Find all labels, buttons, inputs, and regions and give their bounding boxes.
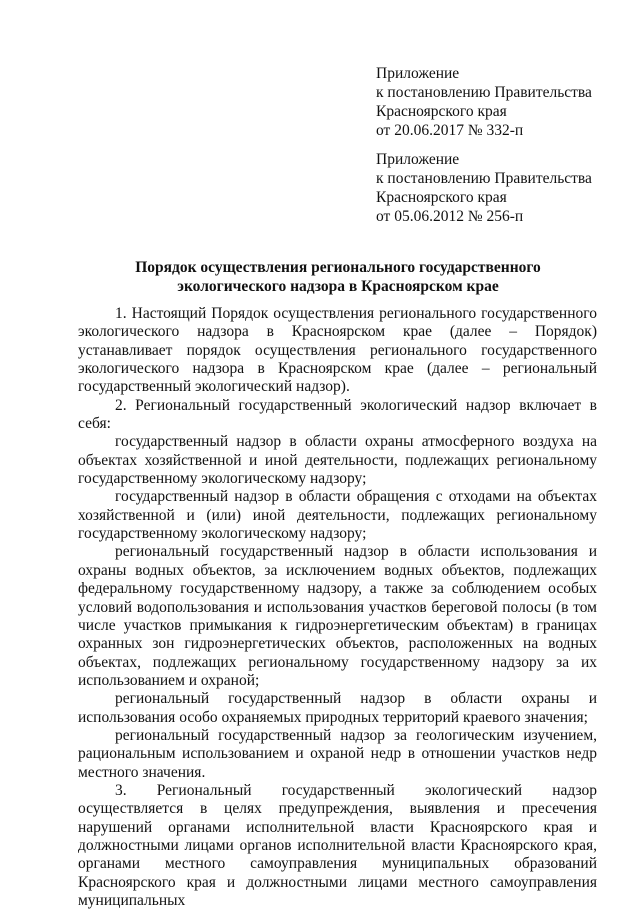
list-item-air: государственный надзор в области охраны атмосферного воздуха на объектах хозяйственной и иной деятельности, подлежащих региональному государственному экологическому надзору; [78,433,597,488]
appendix-date-number: от 05.06.2012 № 256-п [376,208,524,225]
appendix-resolution-line: к постановлению Правительства [376,84,592,101]
paragraph-1: 1. Настоящий Порядок осуществления регионального государственного экологического надзора в Красноярском крае (далее – Порядок) устанавливает порядок осуществления регионального государственного экологического надзора в Красноярском крае (далее – региональный государственный экологический надзор). [78,305,597,396]
appendix-resolution-line: к постановлению Правительства [376,170,592,187]
list-item-waste: государственный надзор в области обращения с отходами на объектах хозяйственной и (или) иной деятельности, подлежащих региональному государственному экологическому надзору; [78,488,597,543]
document-title-line: Порядок осуществления регионального государственного [135,259,541,276]
paragraph-2: 2. Региональный государственный экологический надзор включает в себя: [78,396,597,433]
appendix-label: Приложение [376,151,460,168]
document-title-line: экологического надзора в Красноярском крае [177,278,499,295]
appendix-header-current [376,64,616,140]
document-title [78,258,598,296]
appendix-region-line: Красноярского края [376,103,507,120]
appendix-label: Приложение [376,65,460,82]
list-item-water: региональный государственный надзор в области использования и охраны водных объектов, за исключением водных объектов, подлежащих федеральному государственному надзору, а также за соблюдением особых условий водопользования и использования участков береговой полосы (в том числе участков примыкания к гидроэнергетическим объектам) в границах охранных зон гидроэнергетических объектов, расположенных на водных объектах, подлежащих региональному государственному надзору за их использованием и охраной; [78,543,597,689]
appendix-date-number: от 20.06.2017 № 332-п [376,122,524,139]
paragraph-3: 3. Региональный государственный экологический надзор осуществляется в целях предупреждения, выявления и пресечения нарушений органами исполнительной власти Красноярского края и должностными лицами органов исполнительной власти Красноярского края, органами местного самоуправления муниципальных образований Красноярского края и должностными лицами местного самоуправления муниципальных [78,781,597,909]
document-body [78,305,597,910]
list-item-subsoil: региональный государственный надзор за геологическим изучением, рациональным использованием и охраной недр в отношении участков недр местного значения. [78,726,597,781]
appendix-header-original [376,150,616,226]
appendix-region-line: Красноярского края [376,189,507,206]
list-item-protected-areas: региональный государственный надзор в области охраны и использования особо охраняемых природных территорий краевого значения; [78,690,597,726]
